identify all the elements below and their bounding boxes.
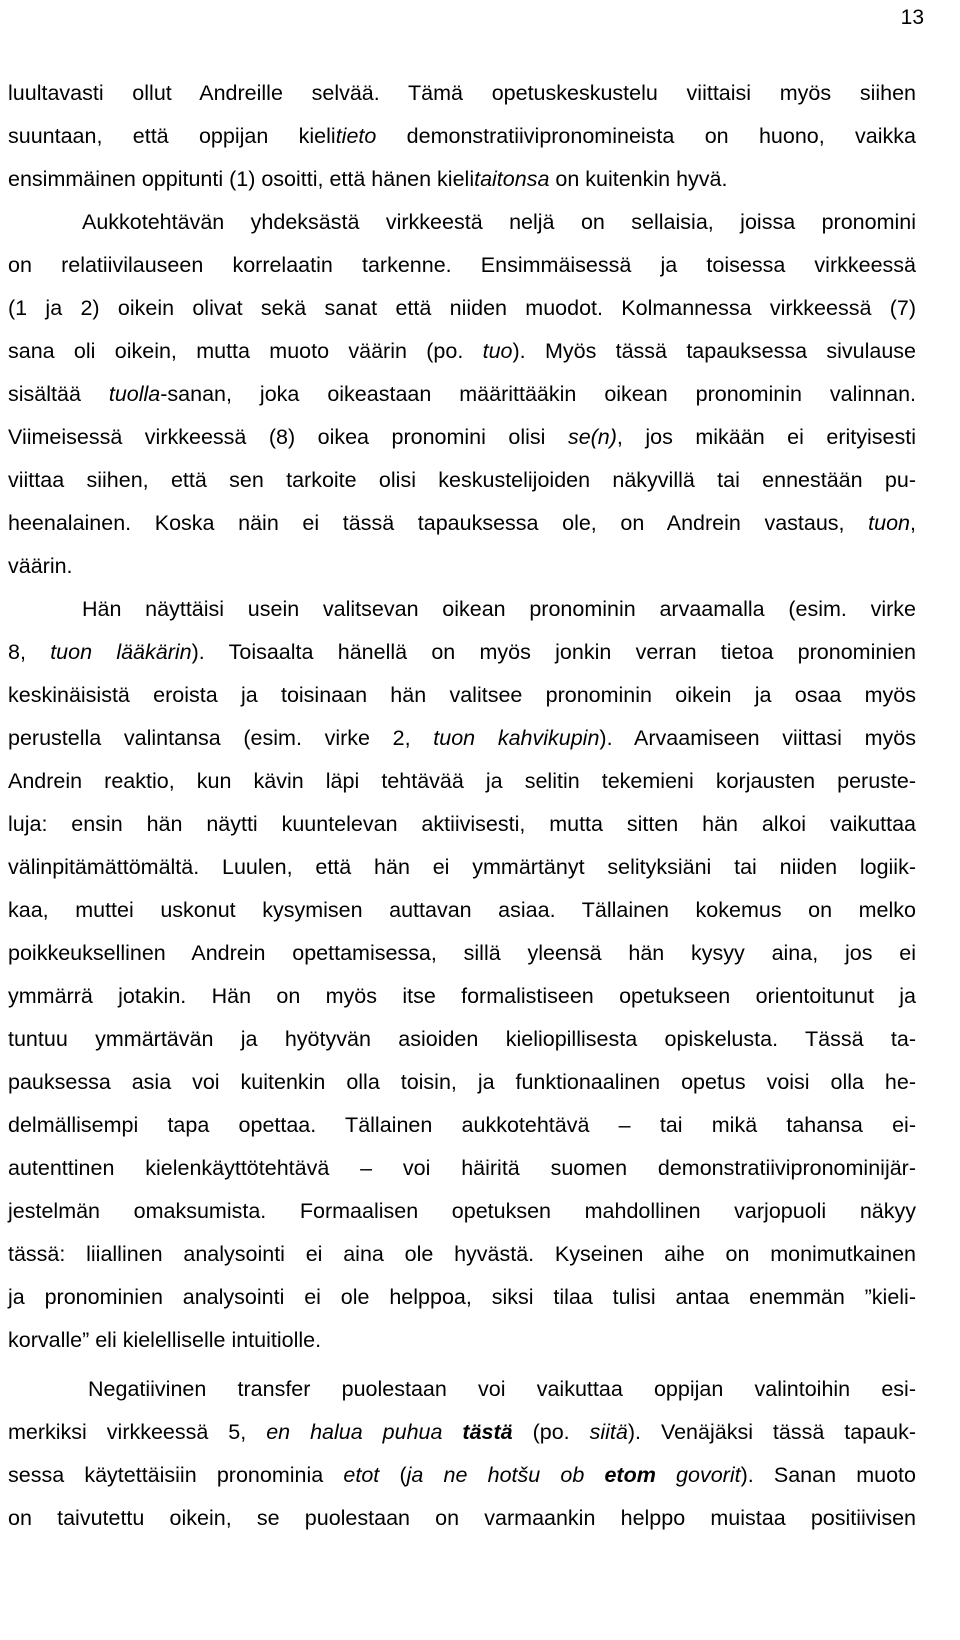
text-line [8,588,916,631]
italic-text: tuo [482,339,513,363]
text-segment: on taivutettu oikein, se puolestaan on varmaankin helppo muistaa positiivisen [8,1506,916,1530]
text-segment: 8, [8,640,51,664]
text-line [8,1454,916,1497]
text-segment: ). Toisaalta hänellä on myös jonkin verran tietoa pronominien [191,640,916,664]
italic-text: govorit [676,1463,741,1487]
text-segment: ymmärrä jotakin. Hän on myös itse formalistiseen opetukseen orientoitunut ja [8,984,916,1008]
text-segment: sessa käytettäisiin pronominia [8,1463,344,1487]
text-line [8,115,916,158]
text-line [8,1497,916,1540]
text-line [8,1104,916,1147]
italic-text: tuon kahvikupin [433,726,600,750]
text-segment: Aukkotehtävän yhdeksästä virkkeestä neljä on sellaisia, joissa pronomini [82,210,916,234]
text-segment: (po. [512,1420,590,1444]
text-segment: merkiksi virkkeessä 5, [8,1420,267,1444]
text-line [8,889,916,932]
text-line [8,158,916,201]
text-segment: ). Arvaamiseen viittasi myös [599,726,916,750]
text-segment: ja pronominien analysointi ei ole helppoa, siksi tilaa tulisi antaa enemmän ”kieli- [8,1285,916,1309]
text-segment: ensimmäinen oppitunti (1) osoitti, että hänen kieli [8,167,475,191]
italic-text: etot [343,1463,380,1487]
text-segment: väärin. [8,554,73,578]
text-segment: perustella valintansa (esim. virke 2, [8,726,434,750]
text-line [8,1233,916,1276]
text-segment: delmällisempi tapa opettaa. Tällainen aukkotehtävä – tai mikä tahansa ei- [8,1113,916,1137]
text-segment: (1 ja 2) oikein olivat sekä sanat että niiden muodot. Kolmannessa virkkeessä (7) [8,296,916,320]
text-line [8,545,916,588]
text-segment: -sanan, joka oikeastaan määrittääkin oikean pronominin valinnan. [160,382,916,406]
italic-text: ja ne hotšu ob [406,1463,605,1487]
text-line [8,717,916,760]
text-segment: tässä: liiallinen analysointi ei aina ole hyvästä. Kyseinen aihe on monimutkainen [8,1242,916,1266]
text-segment: viittaa siihen, että sen tarkoite olisi keskustelijoiden näkyvillä tai ennestään pu- [8,468,916,492]
text-line [8,760,916,803]
text-segment: on kuitenkin hyvä. [549,167,728,191]
text-segment: , [910,511,916,535]
text-segment: välinpitämättömältä. Luulen, että hän ei ymmärtänyt selityksiäni tai niiden logiik- [8,855,916,879]
text-line [8,1319,916,1362]
text-segment: poikkeuksellinen Andrein opettamisessa, sillä yleensä hän kysyy aina, jos ei [8,941,916,965]
text-segment: heenalainen. Koska näin ei tässä tapauksessa ole, on Andrein vastaus, [8,511,869,535]
text-line [8,803,916,846]
italic-text: se(n) [567,425,617,449]
text-segment: suuntaan, että oppijan kieli [8,124,336,148]
text-line [8,244,916,287]
text-segment: korvalle” eli kielelliselle intuitiolle. [8,1328,322,1352]
text-segment: pauksessa asia voi kuitenkin olla toisin, ja funktionaalinen opetus voisi olla he- [8,1070,916,1094]
text-line [8,330,916,373]
italic-text: tästä [462,1420,513,1444]
text-line [8,1411,916,1454]
text-segment: keskinäisistä eroista ja toisinaan hän valitsee pronominin oikein ja osaa myös [8,683,916,707]
italic-text: etom [604,1463,656,1487]
italic-text: tieto [335,124,377,148]
italic-text: tuon [868,511,911,535]
text-line [8,1061,916,1104]
italic-text: siitä [589,1420,628,1444]
text-segment: Negatiivinen transfer puolestaan voi vaikuttaa oppijan valintoihin esi- [88,1377,916,1401]
text-line [8,631,916,674]
text-segment: Viimeisessä virkkeessä (8) oikea pronomini olisi [8,425,568,449]
document-body [8,72,916,1540]
text-segment: ). Myös tässä tapauksessa sivulause [512,339,916,363]
text-segment: sisältää [8,382,109,406]
text-segment [656,1463,676,1487]
text-line [8,459,916,502]
text-line [8,975,916,1018]
text-segment: tuntuu ymmärtävän ja hyötyvän asioiden kieliopillisesta opiskelusta. Tässä ta- [8,1027,916,1051]
text-line [8,373,916,416]
text-line [8,416,916,459]
text-line [8,72,916,115]
text-line [8,287,916,330]
text-line [8,201,916,244]
text-segment: ( [379,1463,407,1487]
text-line [8,1368,916,1411]
text-segment: , jos mikään ei erityisesti [616,425,916,449]
italic-text: en halua puhua [266,1420,463,1444]
text-line [8,1276,916,1319]
text-line [8,846,916,889]
text-segment: kaa, muttei uskonut kysymisen auttavan asiaa. Tällainen kokemus on melko [8,898,916,922]
text-line [8,502,916,545]
text-segment: luultavasti ollut Andreille selvää. Tämä opetuskeskustelu viittaisi myös siihen [8,81,916,105]
text-segment: ). Sanan muoto [740,1463,916,1487]
text-segment: jestelmän omaksumista. Formaalisen opetuksen mahdollinen varjopuoli näkyy [8,1199,916,1223]
text-segment: ). Venäjäksi tässä tapauk- [627,1420,916,1444]
italic-text: tuolla [108,382,161,406]
text-segment: demonstratiivipronomineista on huono, vaikka [376,124,916,148]
italic-text: taitonsa [474,167,550,191]
italic-text: tuon lääkärin [50,640,192,664]
text-line [8,1018,916,1061]
text-segment: sana oli oikein, mutta muoto väärin (po. [8,339,483,363]
text-segment: Andrein reaktio, kun kävin läpi tehtävää ja selitin tekemieni korjausten peruste- [8,769,916,793]
text-segment: Hän näyttäisi usein valitsevan oikean pronominin arvaamalla (esim. virke [82,597,916,621]
text-line [8,1190,916,1233]
text-segment: autenttinen kielenkäyttötehtävä – voi häiritä suomen demonstratiivipronominijär- [8,1156,916,1180]
text-line [8,674,916,717]
text-line [8,932,916,975]
text-segment: luja: ensin hän näytti kuuntelevan aktiivisesti, mutta sitten hän alkoi vaikuttaa [8,812,916,836]
page-number: 13 [900,6,924,29]
text-segment: on relatiivilauseen korrelaatin tarkenne. Ensimmäisessä ja toisessa virkkeessä [8,253,916,277]
text-line [8,1147,916,1190]
